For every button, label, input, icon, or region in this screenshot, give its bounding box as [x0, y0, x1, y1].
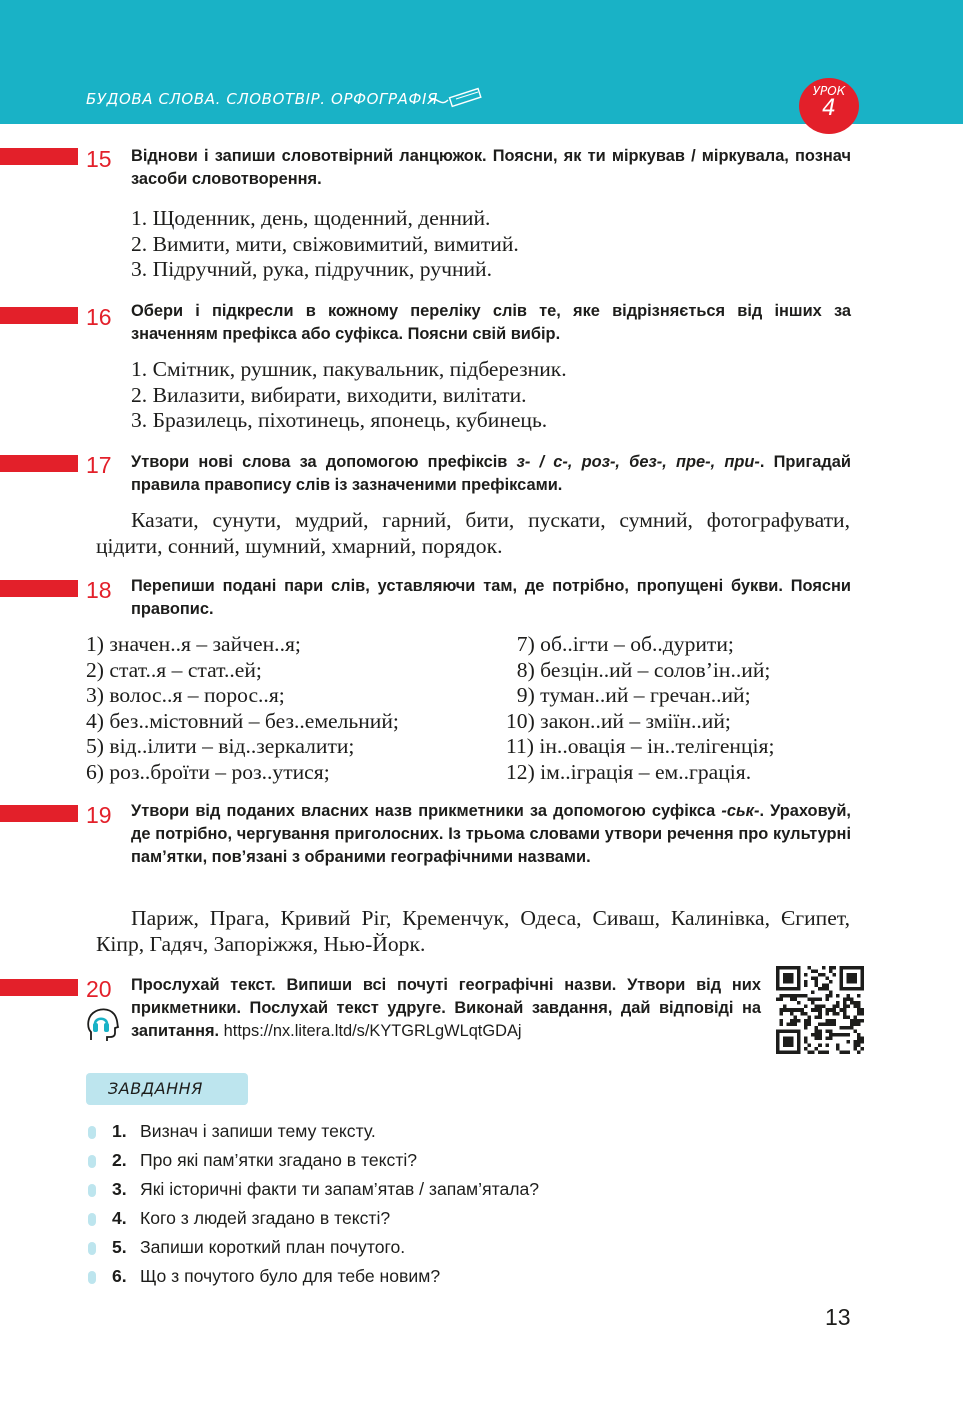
- task-16-instruction: Обери і підкресли в кожному переліку слів те, яке відрізняється від інших за значенням префікса або суфікса. Поясни свій вибір.: [131, 302, 851, 343]
- question-item: [88, 1237, 405, 1258]
- question-text: Запиши короткий план почутого.: [140, 1237, 406, 1257]
- question-number: 5.: [112, 1237, 127, 1257]
- list-item: 5) від..ілити – від..зеркалити;: [86, 734, 355, 758]
- question-text: Визнач і запиши тему тексту.: [140, 1121, 376, 1141]
- suffix: -ськ-: [721, 802, 760, 820]
- question-text: Які історичні факти ти запам’ятав / запам’ятала?: [140, 1179, 540, 1199]
- list-item: 3) волос..я – порос..я;: [86, 683, 285, 707]
- bullet-icon: [88, 1242, 96, 1255]
- list-item: 4) без..містовний – без..емельний;: [86, 708, 399, 733]
- lesson-number: 4: [822, 96, 836, 121]
- task-number-15: 15: [86, 146, 112, 172]
- list-item: 10) закон..ий – зміїн..ий;: [506, 708, 731, 733]
- audio-link[interactable]: https://nx.litera.ltd/s/KYTGRLgWLqtGDAj: [223, 1022, 522, 1040]
- question-text: Кого з людей згадано в тексті?: [140, 1208, 391, 1228]
- lesson-word: УРОК: [812, 84, 846, 98]
- question-item: [88, 1179, 539, 1200]
- task-marker-16: [0, 307, 78, 324]
- lesson-badge: [799, 78, 859, 134]
- task-marker-15: [0, 148, 78, 165]
- task-number-16: 16: [86, 304, 112, 330]
- instruction-text: . Ураховуй, де потрібно, чергування приголосних. Із трьома словами утвори речення про культурні пам’ятки, пов’язані з обраними географічними назвами.: [131, 802, 851, 866]
- task-18-right-column: [506, 632, 774, 785]
- page-number: 13: [825, 1304, 851, 1330]
- list-item: 6) роз..броїти – роз..утися;: [86, 759, 330, 784]
- task-17-words: Казати, сунути, мудрий, гарний, бити, пускати, сумний, фотографувати, цідити, сонний, шумний, хмарний, порядок.: [96, 508, 850, 558]
- list-item: 12) ім..іграція – ем..грація.: [506, 759, 752, 784]
- task-19-words: Париж, Прага, Кривий Ріг, Кременчук, Одеса, Сиваш, Калинівка, Єгипет, Кіпр, Гадяч, Запоріжжя, Нью-Йорк.: [96, 906, 850, 956]
- instruction-text: Утвори від поданих власних назв прикметники за допомогою суфікса: [131, 802, 722, 820]
- question-number: 3.: [112, 1179, 127, 1199]
- question-number: 1.: [112, 1121, 127, 1141]
- question-number: 2.: [112, 1150, 127, 1170]
- task-number-17: 17: [86, 452, 112, 478]
- list-item: 7) об..ігти – об..дурити;: [506, 632, 734, 656]
- task-number-20: 20: [86, 976, 112, 1002]
- list-item: 2. Вилазити, вибирати, виходити, вилітати.: [131, 382, 527, 407]
- task-marker-20: [0, 979, 78, 996]
- bullet-icon: [88, 1126, 96, 1139]
- task-15-instruction: Віднови і запиши словотвірний ланцюжок. Поясни, як ти міркував / міркувала, познач засоби словотворення.: [131, 147, 851, 188]
- task-19-instruction: [131, 800, 851, 869]
- task-marker-18: [0, 580, 78, 597]
- list-item: 1. Смітник, рушник, пакувальник, підберезник.: [131, 357, 567, 381]
- list-item: 2) стат..я – стат..ей;: [86, 657, 262, 682]
- question-number: 4.: [112, 1208, 127, 1228]
- list-item: 11) ін..овація – ін..телігенція;: [506, 734, 775, 758]
- question-item: [88, 1208, 390, 1229]
- list-item: 3. Бразилець, піхотинець, японець, кубинець.: [131, 408, 548, 432]
- task-18-instruction: Перепиши подані пари слів, уставляючи там, де потрібно, пропущені букви. Поясни правопис.: [131, 577, 851, 618]
- bullet-icon: [88, 1271, 96, 1284]
- assignment-label-text: ЗАВДАННЯ: [108, 1079, 203, 1098]
- qr-code[interactable]: [776, 966, 864, 1054]
- bullet-icon: [88, 1213, 96, 1226]
- list-item: 1) значен..я – зайчен..я;: [86, 632, 301, 656]
- pen-icon: [428, 86, 488, 110]
- question-text: Що з почутого було для тебе новим?: [140, 1266, 441, 1286]
- question-item: [88, 1266, 440, 1287]
- task-number-18: 18: [86, 577, 112, 603]
- list-item: 9) туман..ий – гречан..ий;: [506, 683, 751, 707]
- task-20-instruction: [131, 974, 761, 1043]
- prefix-list: з- / с-, роз-, без-, пре-, при-: [516, 453, 760, 471]
- bullet-icon: [88, 1155, 96, 1168]
- task-marker-17: [0, 455, 78, 472]
- list-item: 1. Щоденник, день, щоденний, денний.: [131, 206, 491, 230]
- section-title: БУДОВА СЛОВА. СЛОВОТВІР. ОРФОГРАФІЯ: [86, 90, 439, 108]
- question-text: Про які пам’ятки згадано в тексті?: [140, 1150, 418, 1170]
- instruction-text: . Пригадай правила правопису слів із зазначеними префіксами.: [131, 453, 851, 494]
- task-marker-19: [0, 805, 78, 822]
- task-17-instruction: [131, 451, 851, 497]
- list-item: 2. Вимити, мити, свіжовимитий, вимитий.: [131, 231, 519, 256]
- bullet-icon: [88, 1184, 96, 1197]
- list-item: 3. Підручний, рука, підручник, ручний.: [131, 257, 493, 281]
- task-18-left-column: [86, 632, 399, 785]
- task-16-list: [131, 357, 567, 434]
- headphones-icon: [85, 1006, 121, 1044]
- question-number: 6.: [112, 1266, 127, 1286]
- assignment-label: [86, 1073, 248, 1105]
- task-number-19: 19: [86, 802, 112, 828]
- instruction-text: Прослухай текст. Випиши всі почуті географічні назви. Утвори від них прикметники. Послухай текст удруге. Виконай завдання, дай відповіді на запитання.: [131, 976, 761, 1040]
- instruction-text: Утвори нові слова за допомогою префіксів: [131, 453, 517, 471]
- question-item: [88, 1150, 417, 1171]
- task-15-list: [131, 206, 519, 283]
- list-item: 8) безцін..ий – солов’ін..ий;: [506, 657, 771, 682]
- question-item: [88, 1121, 376, 1142]
